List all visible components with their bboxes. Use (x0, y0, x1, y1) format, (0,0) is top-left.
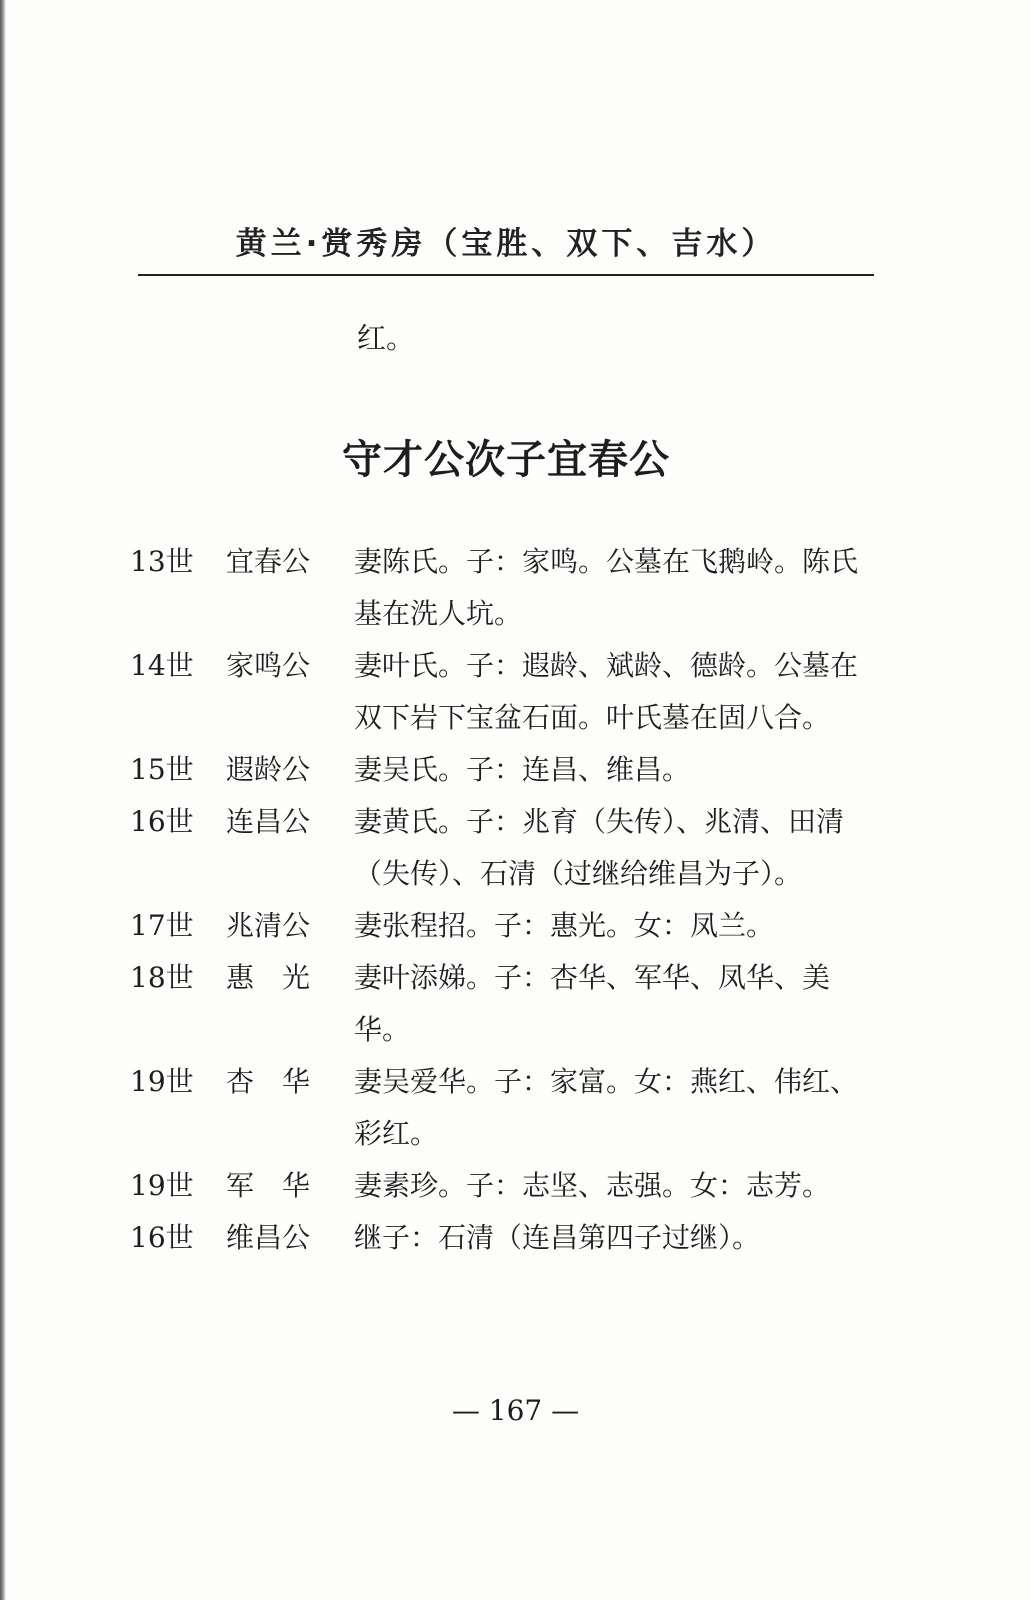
genealogy-entry (130, 796, 880, 900)
entry-text: 妻张程招。子：惠光。女：凤兰。 (354, 909, 775, 942)
generation-label: 16世 (130, 805, 194, 838)
generation-label: 19世 (130, 1065, 194, 1098)
entry-text: 继子：石清（连昌第四子过继）。 (354, 1221, 761, 1254)
genealogy-entries (130, 536, 880, 1264)
person-name: 维昌公 (226, 1221, 311, 1254)
person-name: 惠 光 (226, 961, 311, 994)
generation-label: 13世 (130, 545, 194, 578)
genealogy-entry (130, 536, 880, 640)
generation-label: 17世 (130, 909, 194, 942)
entry-text: 妻叶添娣。子：杏华、军华、凤华、美华。 (354, 961, 831, 1046)
person-name: 连昌公 (226, 805, 311, 838)
section-title: 守才公次子宜春公 (342, 436, 670, 483)
person-name: 杏 华 (226, 1065, 311, 1098)
genealogy-entry (130, 900, 880, 952)
person-name: 军 华 (226, 1169, 311, 1202)
generation-label: 14世 (130, 649, 194, 682)
person-name: 遐龄公 (226, 753, 311, 786)
book-spine-shadow (0, 0, 6, 1600)
entry-text: 妻叶氏。子：遐龄、斌龄、德龄。公墓在双下岩下宝盆石面。叶氏墓在固八合。 (354, 649, 859, 734)
genealogy-entry (130, 952, 880, 1056)
header-rule (138, 274, 874, 276)
entry-text: 妻吴氏。子：连昌、维昌。 (354, 753, 691, 786)
genealogy-entry (130, 640, 880, 744)
entry-text: 妻黄氏。子：兆育（失传）、兆清、田清（失传）、石清（过继给维昌为子）。 (354, 805, 845, 890)
entry-text: 妻吴爱华。子：家富。女：燕红、伟红、彩红。 (354, 1065, 859, 1150)
genealogy-entry (130, 1056, 880, 1160)
person-name: 家鸣公 (226, 649, 311, 682)
continuation-text: 红。 (357, 321, 416, 355)
person-name: 兆清公 (226, 909, 311, 942)
generation-label: 18世 (130, 961, 194, 994)
genealogy-entry (130, 1212, 880, 1264)
generation-label: 15世 (130, 753, 194, 786)
generation-label: 16世 (130, 1221, 194, 1254)
running-header: 黄兰·赏秀房（宝胜、双下、吉水） (235, 226, 777, 262)
genealogy-entry (130, 744, 880, 796)
entry-text: 妻陈氏。子：家鸣。公墓在飞鹅岭。陈氏基在洗人坑。 (354, 545, 859, 630)
genealogy-entry (130, 1160, 880, 1212)
person-name: 宜春公 (226, 545, 311, 578)
page-number: — 167 — (451, 1394, 580, 1427)
generation-label: 19世 (130, 1169, 194, 1202)
entry-text: 妻素珍。子：志坚、志强。女：志芳。 (354, 1169, 831, 1202)
